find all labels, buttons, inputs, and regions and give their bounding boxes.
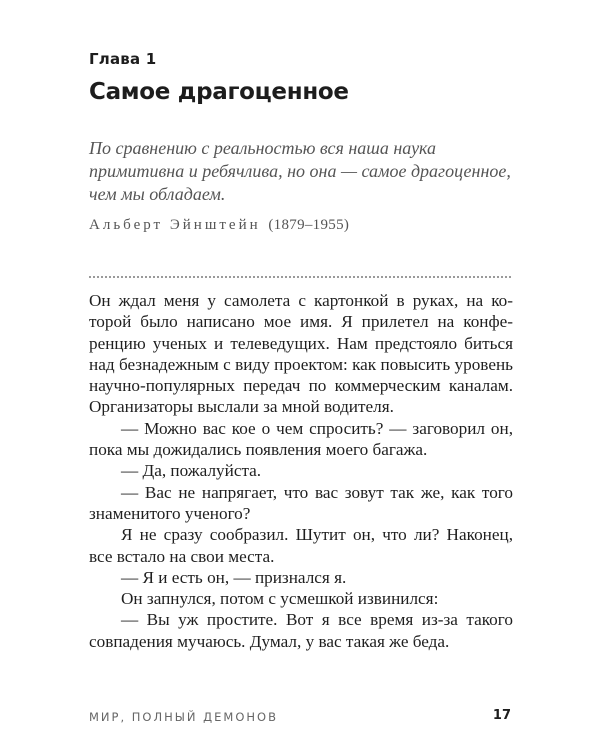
body-line: научно-популярных передач по коммерческим каналам. <box>89 376 513 396</box>
epigraph-years: (1879–1955) <box>268 217 350 233</box>
body-line: пока мы дожидались появления моего багажа. <box>89 440 428 460</box>
page-number: 17 <box>492 708 511 723</box>
body-line: Он ждал меня у самолета с картонкой в руках, на ко- <box>89 291 513 310</box>
epigraph-author: Альберт Эйнштейн <box>89 217 261 233</box>
body-line: — Я и есть он, — признался я. <box>121 567 347 587</box>
body-line: — Можно вас кое о чем спросить? — заговорил он, <box>121 418 513 438</box>
body-line: Я не сразу сообразил. Шутит он, что ли? Наконец, <box>121 525 513 545</box>
body-text <box>89 290 513 652</box>
chapter-label: Глава 1 <box>89 50 157 68</box>
body-line: все встало на свои места. <box>89 546 275 566</box>
body-line: торой было написано мое имя. Я прилетел на конфе- <box>89 312 513 332</box>
epigraph-line: чем мы обладаем. <box>89 184 226 204</box>
body-line: ренцию ученых и телеведущих. Нам предстояло биться <box>89 333 513 353</box>
body-line: Он запнулся, потом с усмешкой извинился: <box>121 589 439 609</box>
epigraph-attribution <box>89 217 349 234</box>
body-line: Организаторы выслали за мной водителя. <box>89 397 394 417</box>
body-line: знаменитого ученого? <box>89 503 251 523</box>
body-line: совпадения мучаюсь. Думал, у вас такая же беда. <box>89 631 450 651</box>
epigraph-line: По сравнению с реальностью вся наша наука <box>89 138 437 158</box>
running-footer-title: МИР, ПОЛНЫЙ ДЕМОНОВ <box>89 710 278 724</box>
dotted-divider <box>89 276 511 278</box>
body-line: — Да, пожалуйста. <box>121 461 262 481</box>
body-line: — Вас не напрягает, что вас зовут так же, как того <box>121 482 513 502</box>
epigraph-line: примитивна и ребячлива, но она — самое драгоценное, <box>89 161 511 181</box>
epigraph <box>89 137 529 206</box>
body-line: над безнадежным с виду проектом: как повысить уровень <box>89 354 513 374</box>
chapter-title: Самое драгоценное <box>89 79 349 105</box>
body-line: — Вы уж простите. Вот я все время из-за такого <box>121 610 513 630</box>
